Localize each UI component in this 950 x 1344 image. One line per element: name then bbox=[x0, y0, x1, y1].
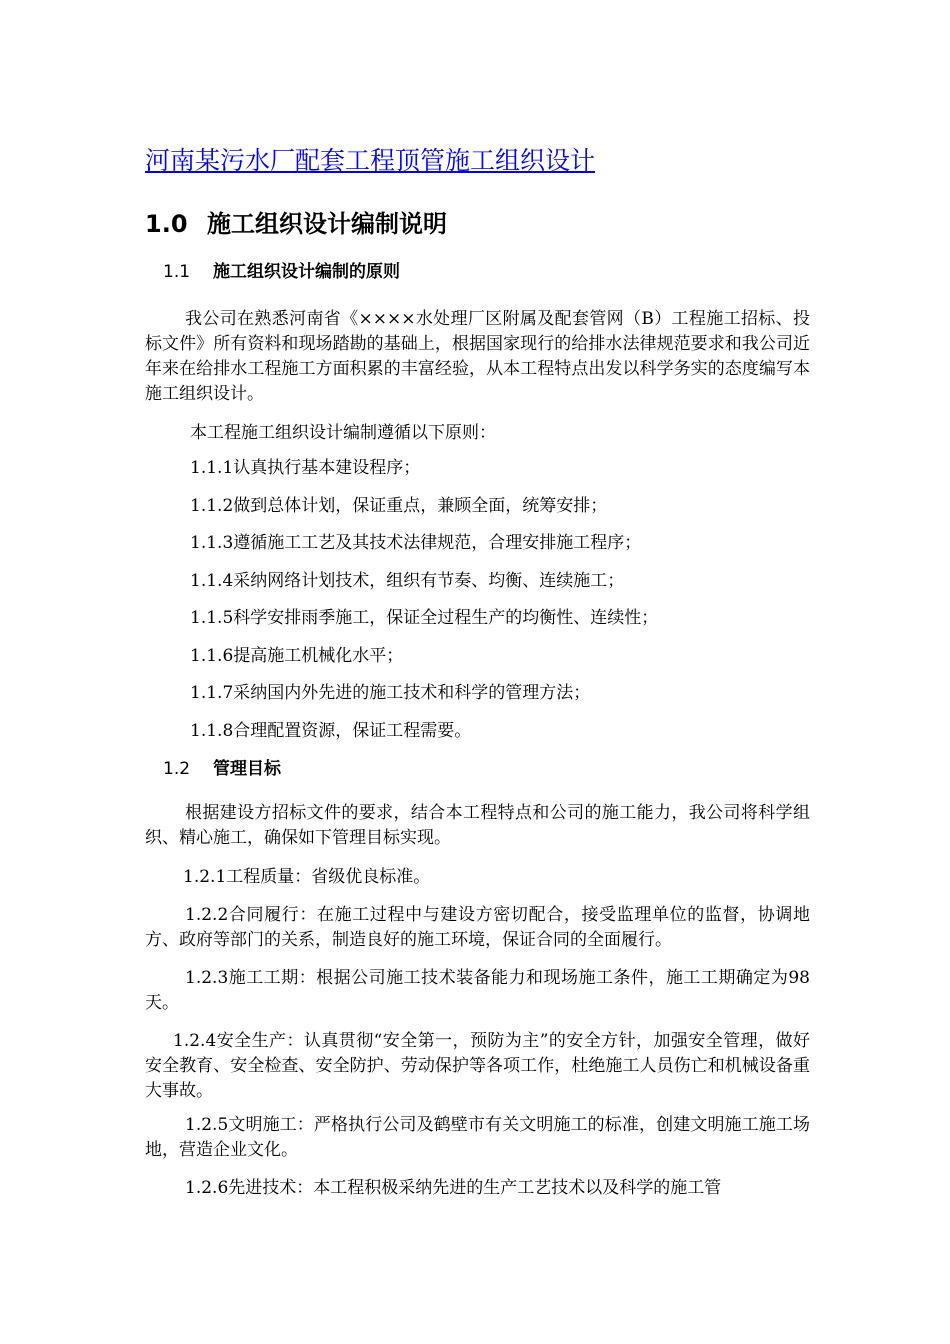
subsection-number: 1.2 bbox=[163, 759, 191, 779]
paragraph-principles-intro: 我公司在熟悉河南省《××××水处理厂区附属及配套管网（B）工程施工招标、投标文件》所有资料和现场踏勘的基础上，根据国家现行的给排水法律规范要求和我公司近年来在给排水工程施工方面积累的丰富经验，从本工程特点出发以科学务实的态度编写本施工组织设计。 bbox=[145, 309, 810, 404]
principle-item: 1.1.1认真执行基本建设程序； bbox=[190, 458, 421, 478]
section-number: 1.0 bbox=[145, 210, 188, 238]
paragraph-goals-intro: 根据建设方招标文件的要求，结合本工程特点和公司的施工能力，我公司将科学组织、精心施工，确保如下管理目标实现。 bbox=[145, 803, 810, 848]
document-title-link[interactable]: 河南某污水厂配套工程顶管施工组织设计 bbox=[145, 146, 596, 175]
subsection-heading-1-2 bbox=[163, 755, 281, 783]
principles-lead: 本工程施工组织设计编制遵循以下原则： bbox=[190, 423, 496, 443]
goal-item-contract: 1.2.2合同履行：在施工过程中与建设方密切配合，接受监理单位的监督，协调地方、政府等部门的关系，制造良好的施工环境，保证合同的全面履行。 bbox=[145, 905, 810, 950]
subsection-title: 管理目标 bbox=[213, 759, 281, 779]
goal-item-technology: 1.2.6先进技术：本工程积极采纳先进的生产工艺技术以及科学的施工管 bbox=[185, 1178, 722, 1198]
principle-item: 1.1.5科学安排雨季施工，保证全过程生产的均衡性、连续性； bbox=[190, 608, 659, 628]
principle-item: 1.1.3遵循施工工艺及其技术法律规范，合理安排施工程序； bbox=[190, 533, 642, 553]
subsection-title: 施工组织设计编制的原则 bbox=[213, 262, 400, 282]
goal-item-safety: 1.2.4安全生产：认真贯彻“安全第一，预防为主”的安全方针，加强安全管理，做好安全教育、安全检查、安全防护、劳动保护等各项工作，杜绝施工人员伤亡和机械设备重大事故。 bbox=[145, 1031, 810, 1101]
goal-item-schedule: 1.2.3施工工期：根据公司施工技术装备能力和现场施工条件，施工工期确定为98天。 bbox=[145, 968, 810, 1013]
principle-item: 1.1.4采纳网络计划技术，组织有节奏、均衡、连续施工； bbox=[190, 571, 625, 591]
goal-item-civilized-construction: 1.2.5文明施工：严格执行公司及鹤壁市有关文明施工的标准，创建文明施工施工场地，营造企业文化。 bbox=[145, 1115, 810, 1160]
principle-item: 1.1.6提高施工机械化水平； bbox=[190, 646, 404, 666]
section-title: 施工组织设计编制说明 bbox=[207, 210, 447, 238]
section-heading-1-0 bbox=[145, 206, 447, 242]
principle-item: 1.1.8合理配置资源，保证工程需要。 bbox=[190, 721, 472, 741]
principle-item: 1.1.7采纳国内外先进的施工技术和科学的管理方法； bbox=[190, 683, 591, 703]
subsection-number: 1.1 bbox=[163, 262, 191, 282]
principle-item: 1.1.2做到总体计划，保证重点，兼顾全面，统筹安排； bbox=[190, 496, 608, 516]
subsection-heading-1-1 bbox=[163, 258, 400, 286]
goal-item-quality: 1.2.1工程质量：省级优良标准。 bbox=[183, 867, 431, 887]
